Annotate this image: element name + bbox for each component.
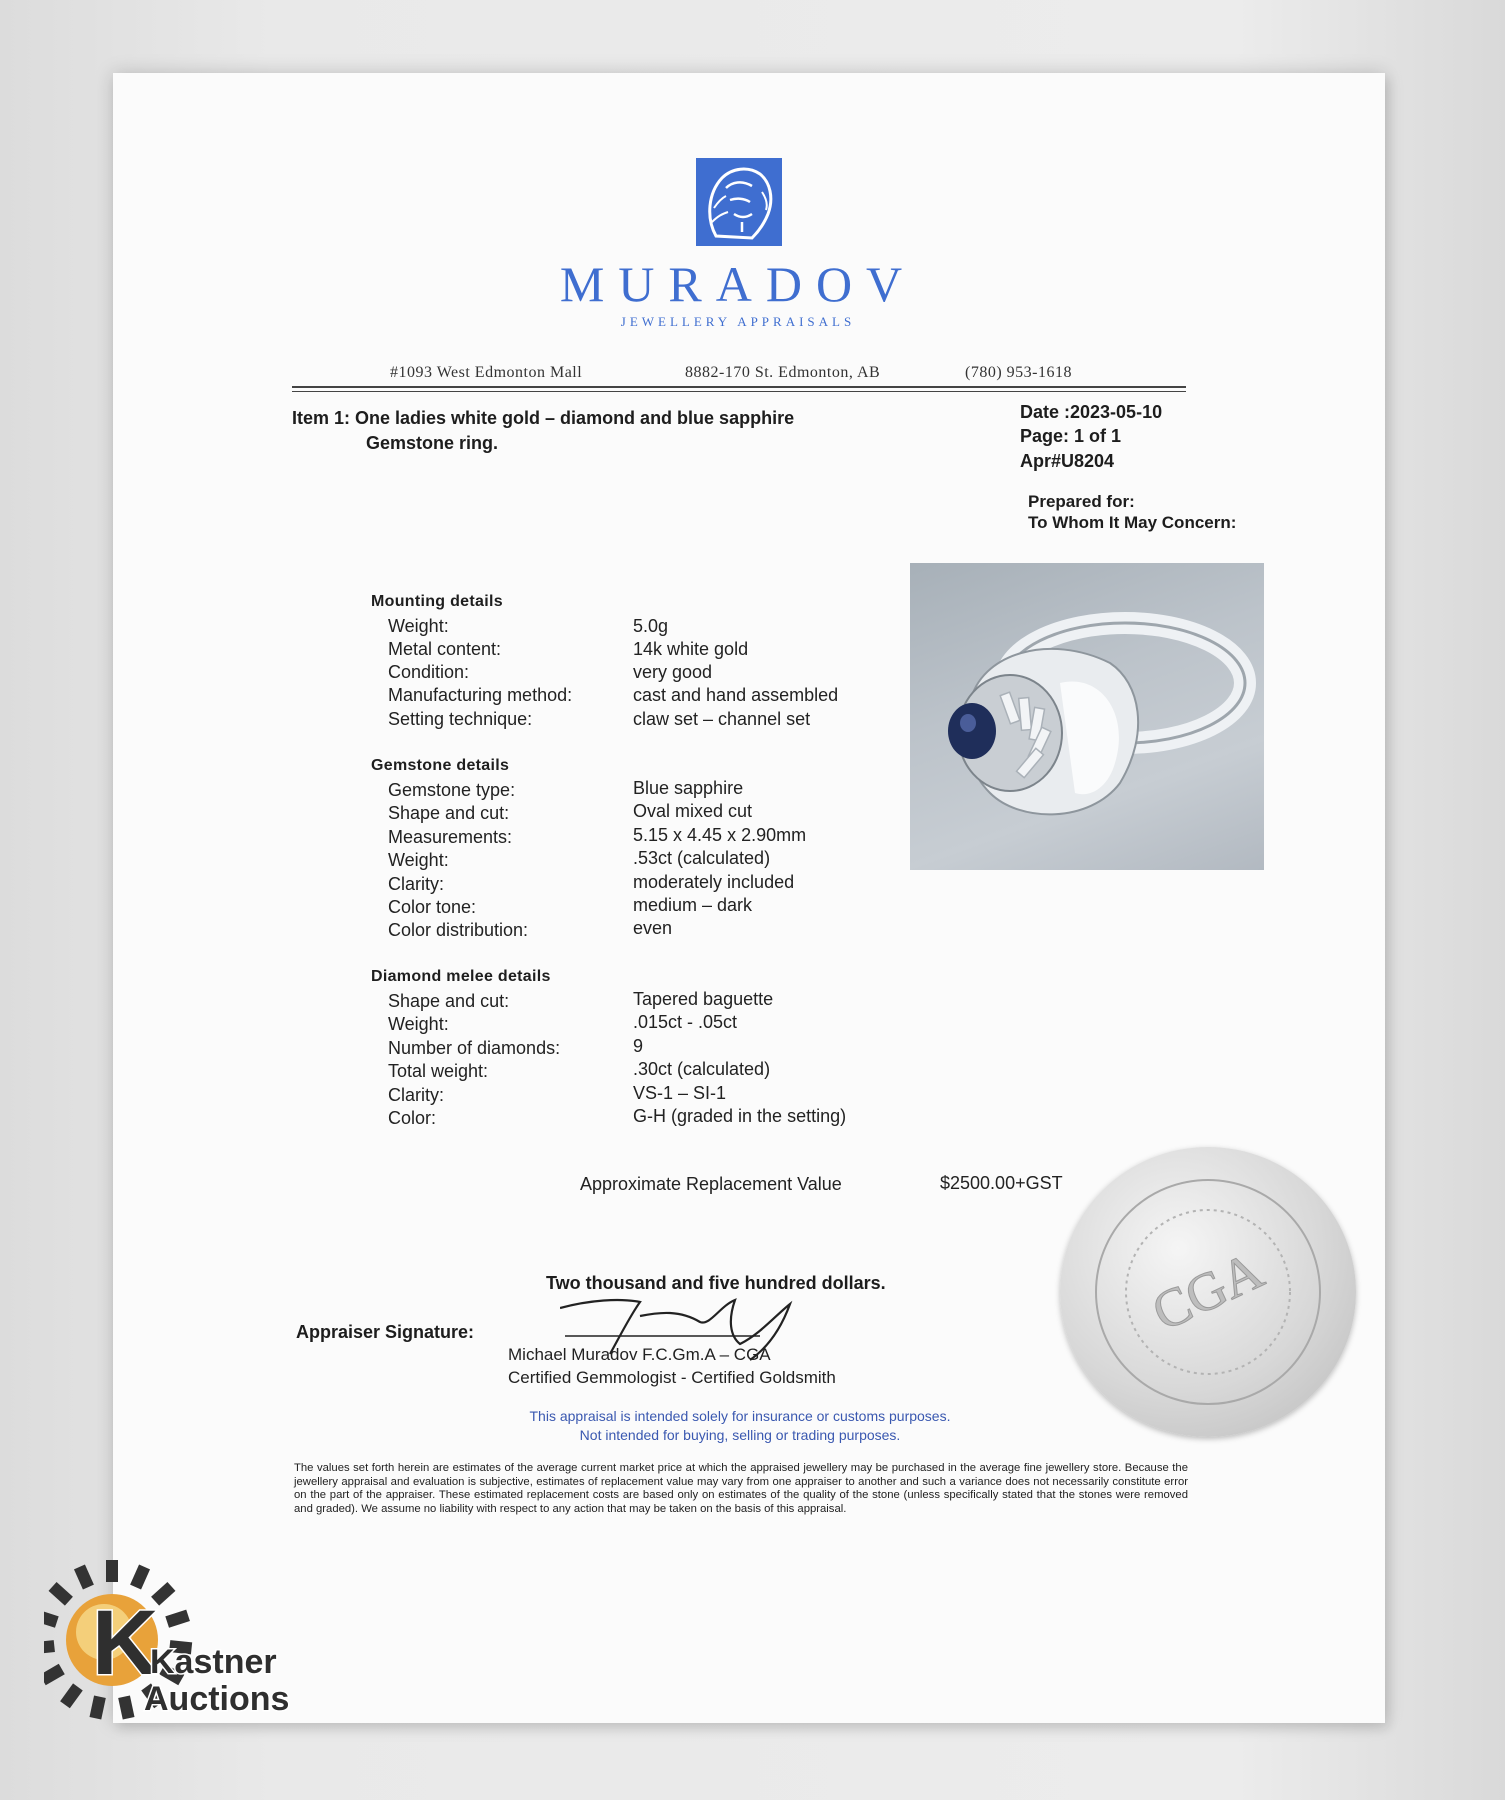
gemstone-value: moderately included — [633, 872, 795, 892]
brand-name: MURADOV — [559, 256, 917, 312]
ring-photo — [910, 563, 1264, 870]
auctions-text: Auctions — [144, 1680, 290, 1718]
mounting-label: Condition: — [388, 662, 470, 682]
diamond-label: Shape and cut: — [388, 991, 510, 1011]
prepared-for-label: Prepared for: — [1028, 492, 1135, 511]
kastner-text: Kastner — [150, 1643, 277, 1681]
mounting-label: Weight: — [388, 616, 449, 636]
diamond-value: Tapered baguette — [633, 989, 774, 1009]
diamond-value: .30ct (calculated) — [633, 1059, 771, 1079]
mounting-value: claw set – channel set — [633, 709, 811, 729]
gemstone-label: Clarity: — [388, 874, 445, 894]
item-title-line1: Item 1: One ladies white gold – diamond and blue sapphire — [292, 408, 795, 428]
brand-subtitle: JEWELLERY APPRAISALS — [620, 314, 856, 329]
value-in-words: Two thousand and five hundred dollars. — [546, 1273, 886, 1293]
gemstone-value: Blue sapphire — [633, 778, 744, 798]
gemstone-label: Color distribution: — [388, 920, 529, 940]
gemstone-label: Color tone: — [388, 897, 477, 917]
appraisal-date: Date :2023-05-10 — [1020, 402, 1163, 422]
diamond-label: Color: — [388, 1108, 437, 1128]
diamond-value: G-H (graded in the setting) — [633, 1106, 847, 1126]
seal-text: CGA — [1143, 1239, 1272, 1343]
mounting-value: very good — [633, 662, 713, 682]
prepared-for-value: To Whom It May Concern: — [1028, 513, 1237, 532]
header-rule — [292, 386, 1186, 388]
kastner-auctions-logo — [44, 1560, 304, 1730]
embossed-seal — [1060, 1147, 1356, 1437]
diamond-value: .015ct - .05ct — [633, 1012, 738, 1032]
item-title-line2: Gemstone ring. — [366, 433, 499, 453]
mounting-value: 14k white gold — [633, 639, 749, 659]
notice-line2: Not intended for buying, selling or trading purposes. — [579, 1427, 901, 1443]
diamond-value: VS-1 – SI-1 — [633, 1083, 727, 1103]
gemstone-details-title: Gemstone details — [371, 757, 510, 774]
diamond-details-title: Diamond melee details — [371, 968, 551, 985]
appraiser-signature-label: Appraiser Signature: — [296, 1322, 475, 1342]
header-rule-thin — [292, 391, 1186, 392]
address-street: 8882-170 St. Edmonton, AB — [685, 364, 881, 381]
mounting-value: 5.0g — [633, 616, 669, 636]
gemstone-value: .53ct (calculated) — [633, 848, 771, 868]
gemstone-label: Weight: — [388, 850, 449, 870]
gemstone-value: even — [633, 918, 673, 938]
replacement-value-amount: $2500.00+GST — [940, 1173, 1063, 1193]
mounting-label: Setting technique: — [388, 709, 533, 729]
notice-line1: This appraisal is intended solely for insurance or customs purposes. — [529, 1408, 951, 1424]
diamond-label: Number of diamonds: — [388, 1038, 561, 1058]
mounting-label: Metal content: — [388, 639, 502, 659]
phone-number: (780) 953-1618 — [965, 364, 1072, 381]
address-mall: #1093 West Edmonton Mall — [390, 364, 583, 381]
mounting-label: Manufacturing method: — [388, 685, 573, 705]
disclaimer-text: The values set forth herein are estimates of the average current market price at which the appraised jewellery may be purchased in the average fine jewellery store. Because the jewellery appraisal and evaluation is subjective, estimates of replacement value may vary from one appraiser to another and such a variance does not necessarily constitute error on the part of the appraiser. These estimated replacement costs are based only on estimates of the quality of the stone (unless specifically stated that the stones were removed and graded). We assume no liability with respect to any action that may be taken on the basis of this appraisal. — [294, 1462, 1188, 1515]
diamond-label: Total weight: — [388, 1061, 489, 1081]
diamond-label: Clarity: — [388, 1085, 445, 1105]
mounting-value: cast and hand assembled — [633, 685, 839, 705]
appraiser-name: Michael Muradov F.C.Gm.A – CGA — [508, 1345, 771, 1364]
page-number: Page: 1 of 1 — [1020, 426, 1122, 446]
gemstone-label: Shape and cut: — [388, 803, 510, 823]
svg-text:K: K — [92, 1592, 159, 1694]
diamond-label: Weight: — [388, 1014, 449, 1034]
appraisal-number: Apr#U8204 — [1020, 451, 1115, 471]
gemstone-value: medium – dark — [633, 895, 753, 915]
appraiser-title: Certified Gemmologist - Certified Goldsmith — [508, 1368, 836, 1387]
lion-logo-icon — [696, 158, 782, 246]
gemstone-value: Oval mixed cut — [633, 801, 753, 821]
gemstone-label: Gemstone type: — [388, 780, 516, 800]
gemstone-value: 5.15 x 4.45 x 2.90mm — [633, 825, 807, 845]
diamond-value: 9 — [633, 1036, 644, 1056]
mounting-details-title: Mounting details — [371, 593, 503, 610]
replacement-value-label: Approximate Replacement Value — [580, 1174, 842, 1194]
gemstone-label: Measurements: — [388, 827, 513, 847]
